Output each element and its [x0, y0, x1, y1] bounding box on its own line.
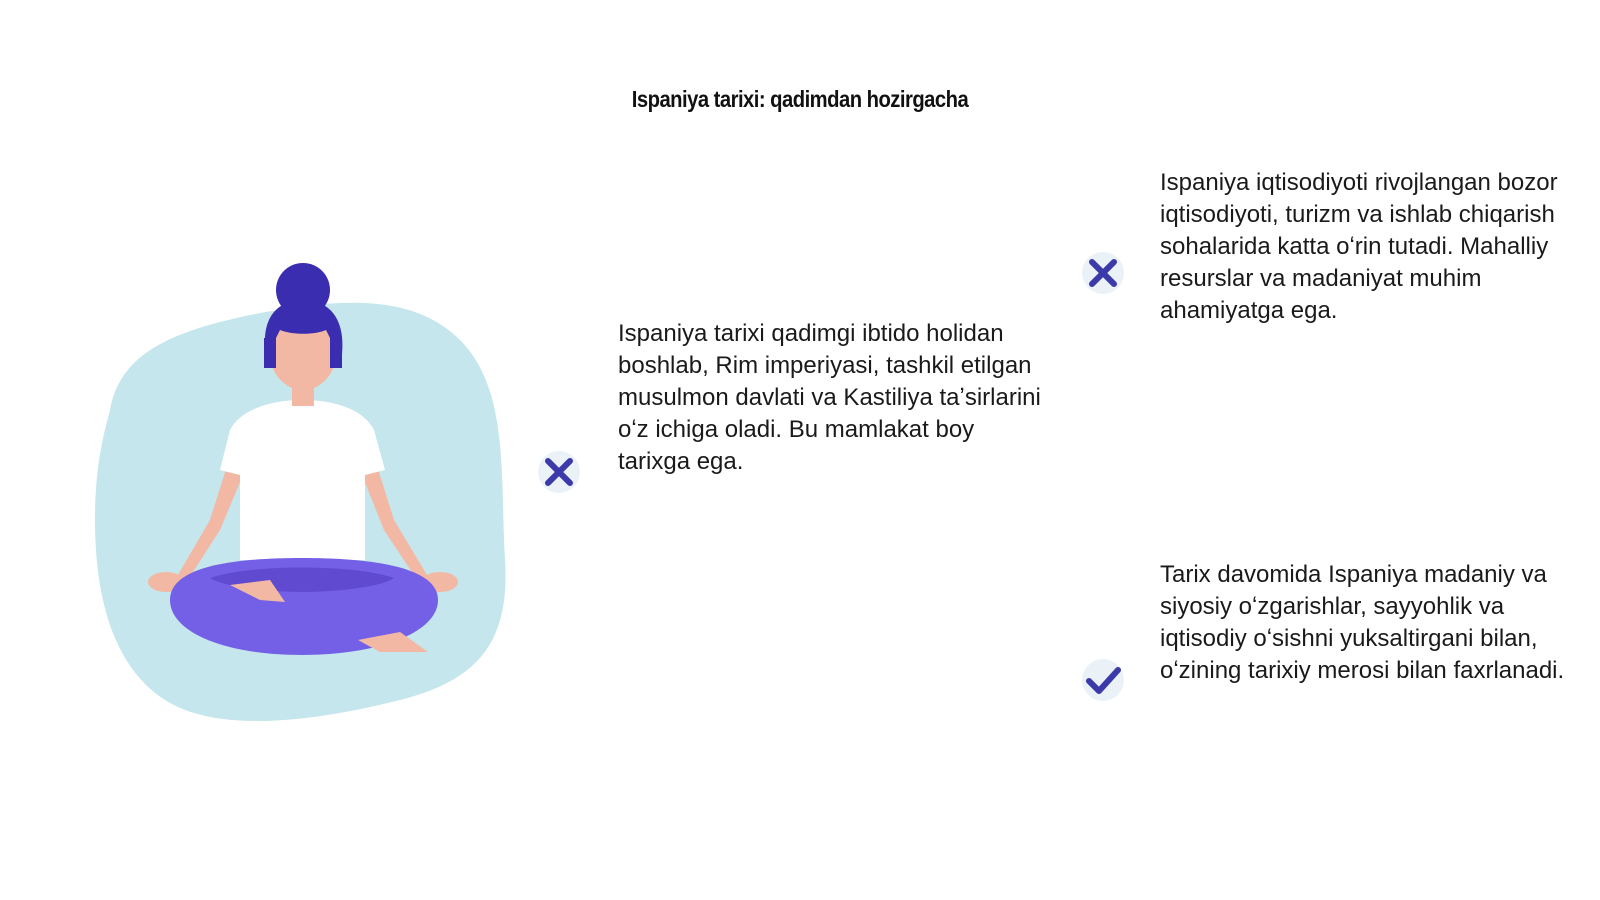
item-2-text: Ispaniya iqtisodiyoti rivojlangan bozor iqtisodiyoti, turizm va ishlab chiqarish sohalarida katta oʻrin tutadi. Mahalliy resurslar va madaniyat muhim ahamiyatga ega.	[1160, 169, 1558, 324]
x-mark-icon	[1080, 250, 1126, 296]
slide-title: Ispaniya tarixi: qadimdan hozirgacha	[631, 86, 969, 112]
item-3-text: Tarix davomida Ispaniya madaniy va siyosiy oʻzgarishlar, sayyohlik va iqtisodiy oʻsishni yuksaltirgani bilan, oʻzining tarixiy merosi bilan faxrlanadi.	[1160, 561, 1565, 684]
meditating-woman-illustration	[80, 260, 520, 740]
item-1-text: Ispaniya tarixi qadimgi ibtido holidan boshlab, Rim imperiyasi, tashkil etilgan musulmon davlati va Kastiliya taʼsirlarini oʻz ichiga oladi. Bu mamlakat boy tarixga ega.	[618, 320, 1041, 475]
x-mark-icon	[536, 449, 582, 495]
check-mark-icon	[1080, 657, 1126, 703]
